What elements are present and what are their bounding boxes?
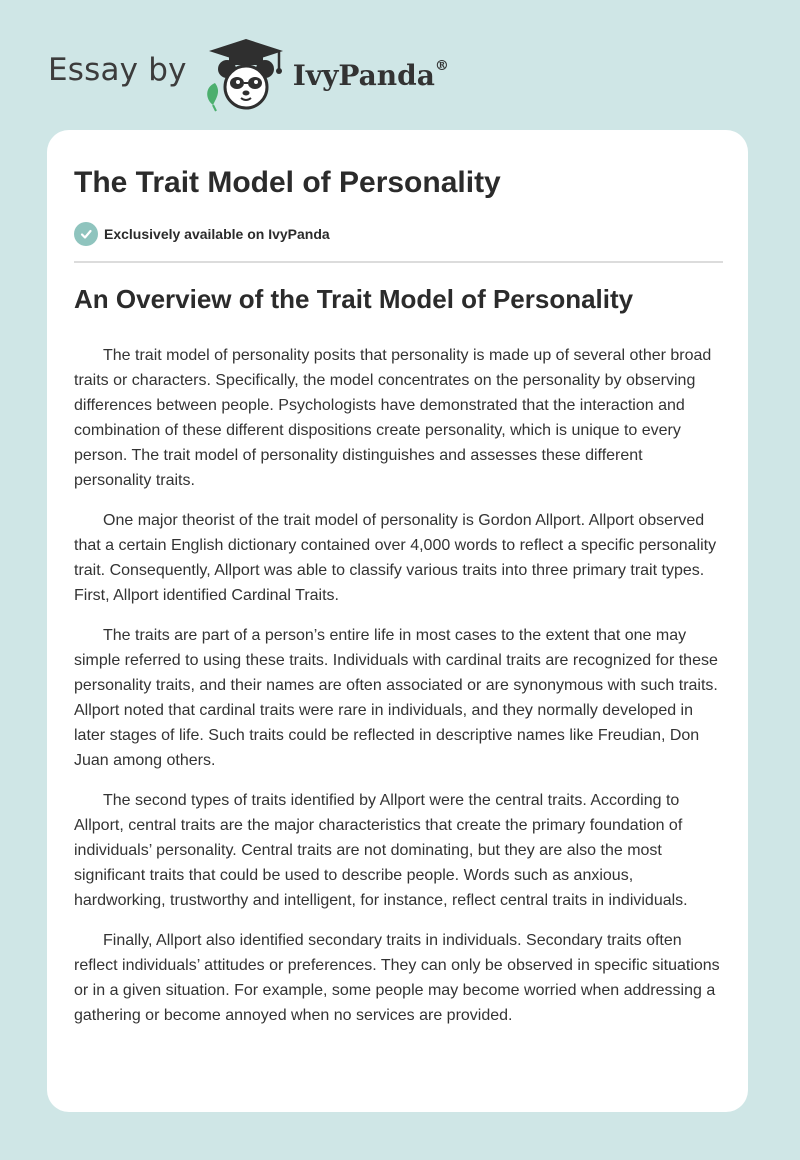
divider (74, 261, 723, 263)
paragraph: One major theorist of the trait model of personality is Gordon Allport. Allport observed that a certain English dictionary contained over 4,000 words to reflect a specific personality trait. Consequently, Allport was able to classify various traits into three primary trait types. First, Allport identified Cardinal Traits. (74, 512, 717, 604)
section-heading: An Overview of the Trait Model of Personality (74, 284, 634, 314)
paragraph: Finally, Allport also identified secondary traits in individuals. Secondary traits often reflect individuals’ attitudes or preferences. They can only be observed in specific situations or in a given situation. For example, some people may become worried when addressing a gathering or become annoyed when no services are provided. (74, 932, 720, 1024)
paragraph: The traits are part of a person’s entire life in most cases to the extent that one may simple referred to using these traits. Individuals with cardinal traits are recognized for these personality traits, and their names are often associated or are synonymous with such traits. Allport noted that cardinal traits were rare in individuals, and they normally developed in later stages of life. Such traits could be reflected in descriptive names like Freudian, Don Juan among others. (74, 627, 718, 769)
exclusive-badge (74, 222, 330, 246)
page-title: The Trait Model of Personality (74, 166, 501, 199)
site-header (48, 30, 449, 110)
check-circle-icon (74, 222, 98, 246)
brand-name (293, 59, 449, 92)
registered-mark: ® (434, 58, 449, 75)
essay-by-label: Essay by (48, 52, 187, 88)
essay-card (47, 130, 748, 1112)
paragraph: The trait model of personality posits that personality is made up of several other broad traits or characters. Specifically, the model concentrates on the personality by observing differences between people. Psychologists have demonstrated that the interaction and combination of these different dispositions create personality, which is unique to every person. The trait model of personality distinguishes and assesses these different personality traits. (74, 347, 712, 489)
brand-label: IvyPanda (292, 58, 435, 92)
paragraph: The second types of traits identified by Allport were the central traits. According to Allport, central traits are the major characteristics that create the primary foundation of individuals’ personality. Central traits are not dominating, but they are also the most significant traits that could be used to describe people. Words such as anxious, hardworking, trustworthy and intelligent, for instance, reflect central traits in individuals. (74, 792, 688, 909)
essay-body (74, 343, 724, 1043)
panda-graduate-logo-icon (201, 33, 291, 113)
exclusive-badge-label: Exclusively available on IvyPanda (104, 226, 330, 242)
